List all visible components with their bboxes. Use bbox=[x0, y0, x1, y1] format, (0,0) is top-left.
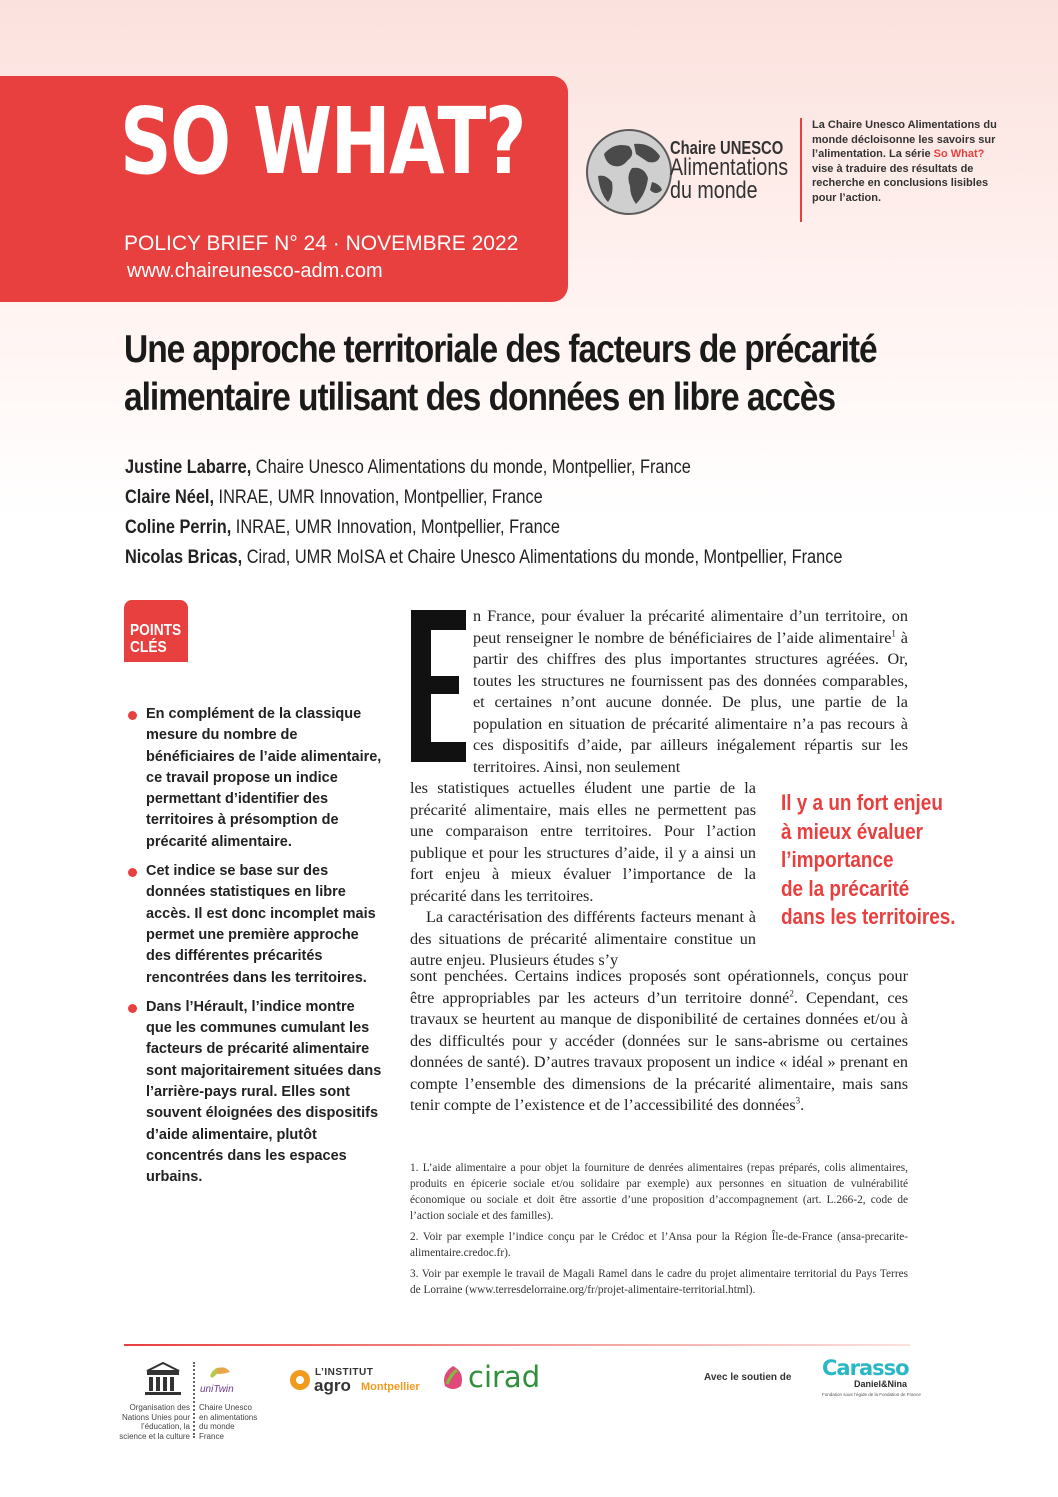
author-list bbox=[125, 453, 945, 573]
key-point-item: En complément de la classique mesure du nombre de bénéficiaires de l’aide alimentaire, ce travail propose un indice permettant d’identifier des territoires à présomption de précarité alimentaire. bbox=[126, 704, 382, 853]
pull-quote-line: dans les territoires. bbox=[781, 904, 956, 929]
cirad-logo bbox=[441, 1362, 541, 1396]
page-title-line2: alimentaire utilisant des données en libre accès bbox=[124, 376, 836, 419]
globe-icon bbox=[584, 124, 674, 220]
author-name: Coline Perrin, bbox=[125, 517, 232, 538]
paragraph-continued bbox=[410, 778, 756, 972]
agro-line2: agro bbox=[314, 1376, 351, 1395]
agro-leaf-icon bbox=[288, 1366, 312, 1392]
intro-text-a: n France, pour évaluer la précarité alimentaire d’un territoire, on peut renseigner le nombre de bénéficiaires de l’aide alimentaire bbox=[473, 607, 908, 647]
pull-quote-line: à mieux évaluer bbox=[781, 818, 923, 844]
unitwin-caption: Chaire Unesco en alimentations du monde France bbox=[199, 1403, 258, 1441]
carasso-wordmark: Carasso bbox=[822, 1356, 909, 1380]
author-row bbox=[125, 483, 945, 513]
page-title bbox=[124, 326, 944, 422]
carasso-tagline: Fondation sous l’égide de la Fondation de France bbox=[822, 1392, 921, 1397]
header-banner bbox=[0, 76, 568, 302]
pull-quote-line: l’importance bbox=[781, 847, 894, 872]
footnote-ref[interactable]: 2 bbox=[789, 988, 794, 999]
pull-quote bbox=[781, 789, 971, 932]
author-name: Nicolas Bricas, bbox=[125, 547, 243, 568]
author-affiliation: INRAE, UMR Innovation, Montpellier, France bbox=[214, 487, 543, 508]
paragraph-2-end bbox=[410, 966, 908, 1117]
chaire-logo-line1: Chaire UNESCO bbox=[670, 138, 784, 158]
key-points-badge-line2: CLÉS bbox=[130, 639, 167, 656]
cirad-wordmark: cirad bbox=[468, 1360, 541, 1394]
page-title-line1: Une approche territoriale des facteurs de précarité bbox=[124, 328, 877, 371]
author-name: Claire Néel, bbox=[125, 487, 215, 508]
website-link[interactable]: www.chaireunesco-adm.com bbox=[127, 260, 383, 282]
footnote-ref[interactable]: 1 bbox=[891, 628, 896, 639]
key-point-item: Dans l’Hérault, l’indice montre que les communes cumulant les facteurs de précarité alimentaire sont majoritairement situées dans l’arrière-pays rural. Elles sont souvent éloignées des dispositifs d’aide alimentaire, plutôt concentrés dans les espaces urbains. bbox=[126, 997, 382, 1189]
author-affiliation: Chaire Unesco Alimentations du monde, Montpellier, France bbox=[251, 457, 691, 478]
author-affiliation: Cirad, UMR MoISA et Chaire Unesco Alimentations du monde, Montpellier, France bbox=[242, 547, 843, 568]
series-description-text1: La Chaire Unesco Alimentations du monde décloisonne les savoirs sur l’alimentation. bbox=[812, 119, 997, 160]
chaire-logo-text bbox=[670, 140, 788, 203]
paragraph-1-rest: les statistiques actuelles éludent une partie de la précarité alimentaire, mais elles ne permettent pas une comparaison entre territoires. Pour l’action publique et pour les structures d’aide, il y a ainsi un fort enjeu à mieux évaluer l’importance de la précarité dans les territoires. bbox=[410, 779, 756, 905]
unesco-caption: Organisation des Nations Unies pour l’éducation, la science et la culture bbox=[119, 1403, 190, 1441]
author-row bbox=[125, 513, 945, 543]
intro-text-b: à partir des chiffres des plus importantes structures agréées. Or, toutes les structures ne fournissent pas des données comparables, et certaines n’ont aucune donnée. De plus, une partie de la population en situation de précarité alimentaire n’a pas recours à ces dispositifs d’aide, par ailleurs inégalement répartis sur les territoires. Ainsi, non seulement bbox=[473, 628, 908, 776]
chaire-logo-line3: du monde bbox=[670, 176, 758, 204]
footnote-item: 3. Voir par exemple le travail de Magali Ramel dans le cadre du projet alimentaire territorial du Pays Terres de Lorraine (www.terresdelorraine.org/fr/projet-alimentaire-territorial.html). bbox=[410, 1268, 908, 1296]
agro-line3: Montpellier bbox=[361, 1381, 420, 1393]
series-description-text2-before: La série bbox=[889, 148, 934, 160]
issue-line: POLICY BRIEF N° 24 · NOVEMBRE 2022 bbox=[124, 232, 519, 255]
key-points-list bbox=[126, 704, 382, 1197]
paragraph-2-text-c: . bbox=[800, 1096, 805, 1114]
author-row bbox=[125, 453, 945, 483]
carasso-logo bbox=[818, 1356, 921, 1402]
intro-paragraph bbox=[473, 606, 908, 778]
unitwin-label: uniTwin bbox=[200, 1384, 234, 1395]
footer-divider bbox=[124, 1344, 910, 1346]
key-point-item: Cet indice se base sur des données statistiques en libre accès. Il est donc incomplet mais permet une première approche des différentes précarités rencontrées dans les territoires. bbox=[126, 861, 382, 989]
pull-quote-line: de la précarité bbox=[781, 875, 910, 901]
series-description-text2-after: vise à traduire des résultats de recherche en conclusions lisibles pour l’action. bbox=[812, 162, 989, 204]
drop-cap-letter-e bbox=[411, 610, 466, 762]
footnote-item: 2. Voir par exemple l’indice conçu par le Crédoc et l’Ansa pour la Région Île-de-France (ansa-precarite-alimentaire.credoc.fr). bbox=[410, 1231, 908, 1259]
author-affiliation: INRAE, UMR Innovation, Montpellier, France bbox=[231, 517, 560, 538]
footnote-ref[interactable]: 3 bbox=[795, 1095, 801, 1106]
logo-separator bbox=[193, 1362, 195, 1438]
key-points-badge-line1: POINTS bbox=[130, 622, 182, 639]
pull-quote-line: Il y a un fort enjeu bbox=[781, 790, 943, 815]
key-points-badge bbox=[124, 600, 188, 662]
author-row bbox=[125, 543, 945, 573]
paragraph-2-text-a: sont penchées. Certains indices proposés sont opérationnels, conçus pour être appropriables par les acteurs d’un territoire donné bbox=[410, 967, 908, 1007]
footnote-item: 1. L’aide alimentaire a pour objet la fourniture de denrées alimentaires (repas préparés, colis alimentaires, produits en épicerie sociale et/ou solidaire par exemple) aux personnes en situation de vulnérabilité économique ou sociale et doit être assortie d’une proposition d’accompagnement (art. L.266-2, code de l’action sociale et des familles). bbox=[410, 1162, 908, 1222]
author-name: Justine Labarre, bbox=[125, 457, 252, 478]
paragraph-2-text-b: . Cependant, ces travaux se heurtent au manque de disponibilité de certaines données et/ou à des difficultés pour y accéder (données sur le sans-abrisme ou certaines données de santé). D’autres travaux proposent un indice « idéal » prenant en compte l’ensemble des dimensions de la précarité alimentaire, mais sans tenir compte de l’existence et de l’accessibilité des données bbox=[410, 988, 908, 1114]
footnotes bbox=[410, 1160, 908, 1303]
agro-line1: L’INSTITUT bbox=[315, 1367, 374, 1378]
cirad-leaf-icon bbox=[441, 1364, 465, 1392]
series-title: SO WHAT? bbox=[120, 88, 525, 195]
support-label: Avec le soutien de bbox=[704, 1372, 792, 1383]
series-name-highlight: So What? bbox=[933, 148, 985, 160]
paragraph-2-start: La caractérisation des différents facteurs menant à des situations de précarité alimentaire constitue un autre enjeu. Plusieurs études s’y bbox=[410, 908, 756, 969]
institut-agro-logo bbox=[288, 1366, 420, 1396]
unitwin-logo bbox=[198, 1362, 242, 1402]
series-description bbox=[800, 118, 1000, 222]
chaire-logo-line2: Alimentations bbox=[670, 154, 789, 182]
carasso-subline: Daniel&Nina bbox=[854, 1379, 908, 1389]
unesco-temple-icon bbox=[143, 1361, 183, 1397]
